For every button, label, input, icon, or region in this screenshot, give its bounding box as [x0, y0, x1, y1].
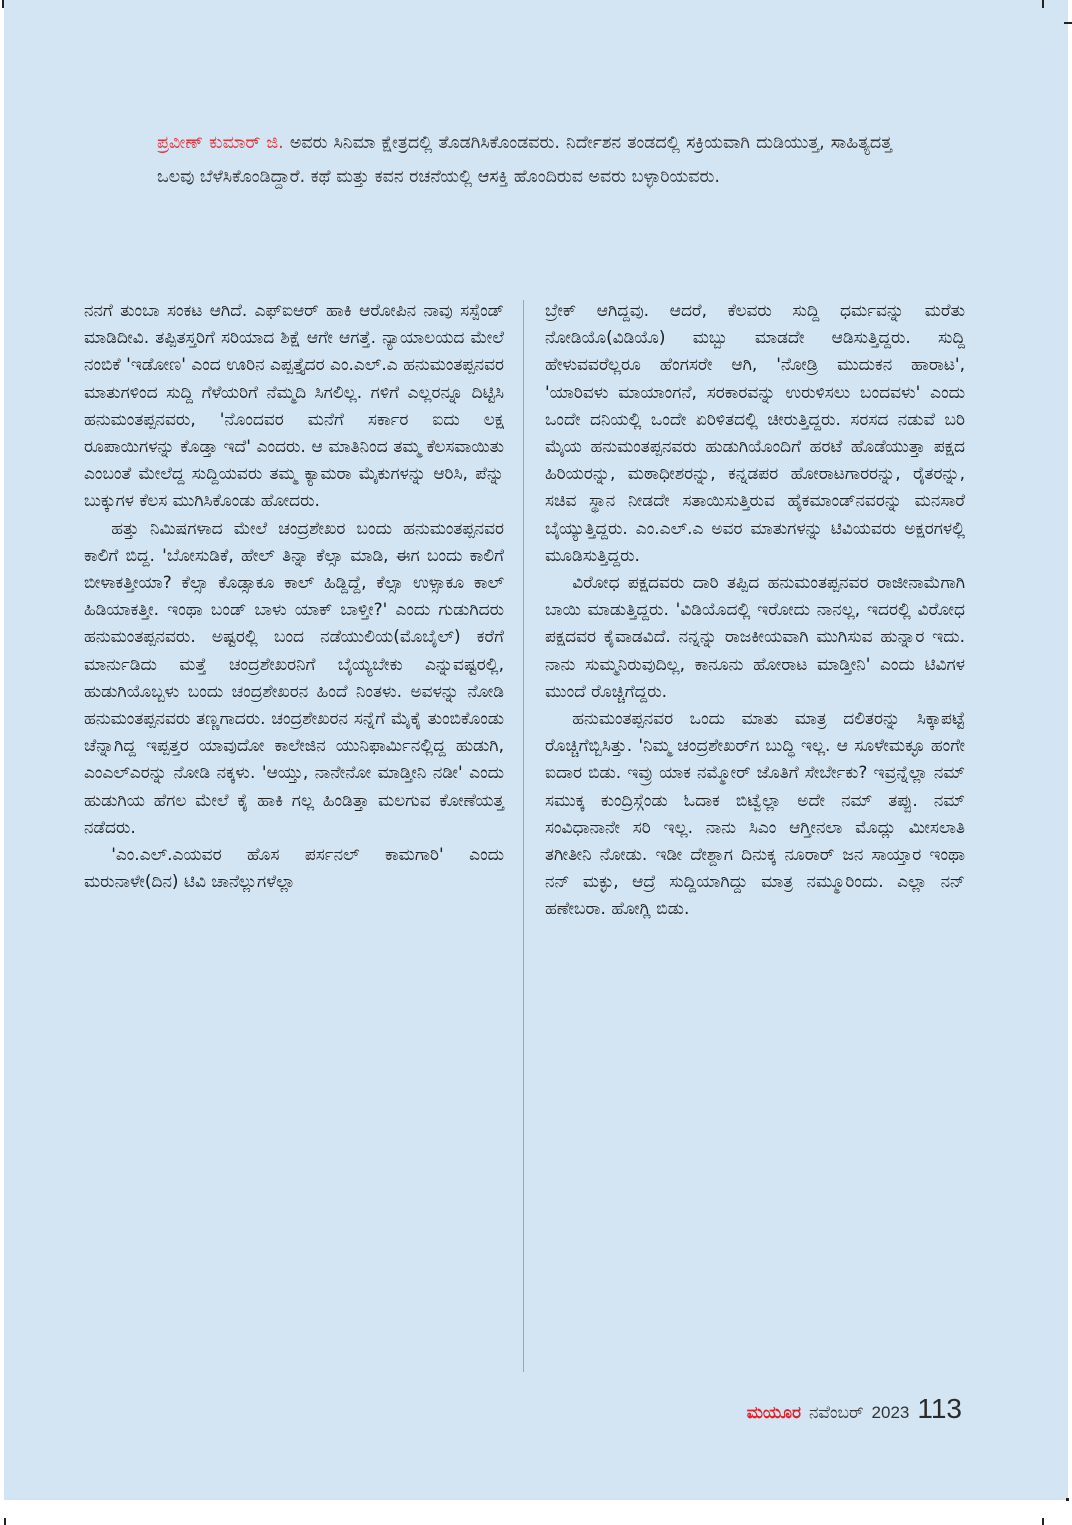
paragraph: ಹತ್ತು ನಿಮಿಷಗಳಾದ ಮೇಲೆ ಚಂದ್ರಶೇಖರ ಬಂದು ಹನುಮಂತಪ್ಪನವರ ಕಾಲಿಗೆ ಬಿದ್ದ. 'ಬೋಸುಡಿಕೆ, ಹೇಲ್ ತಿನ್ನಾ ಕೆಲ್ಸಾ ಮಾಡಿ, ಈಗ ಬಂದು ಕಾಲಿಗೆ ಬೀಳಾಕತ್ತೀಯಾ? ಕೆಲ್ಸಾ ಕೊಡ್ಸಾಕೂ ಕಾಲ್ ಹಿಡ್ದಿದ್ದೆ, ಕೆಲ್ಸಾ ಉಳ್ಸಾಕೂ ಕಾಲ್ ಹಿಡಿಯಾಕತ್ತೀ. ಇಂಥಾ ಬಂಡ್ ಬಾಳು ಯಾಕ್ ಬಾಳ್ತೀ?' ಎಂದು ಗುಡುಗಿದರು ಹನುಮಂತಪ್ಪನವರು. ಅಷ್ಟರಲ್ಲಿ ಬಂದ ನಡೆಯುಲಿಯ(ಮೊಬೈಲ್) ಕರೆಗೆ ಮಾರ್ನುಡಿದು ಮತ್ತೆ ಚಂದ್ರಶೇಖರನಿಗೆ ಬೈಯ್ಯಬೇಕು ಎನ್ನುವಷ್ಟರಲ್ಲಿ, ಹುಡುಗಿಯೊಬ್ಬಳು ಬಂದು ಚಂದ್ರಶೇಖರನ ಹಿಂದೆ ನಿಂತಳು. ಅವಳನ್ನು ನೋಡಿ ಹನುಮಂತಪ್ಪನವರು ತಣ್ಣಗಾದರು. ಚಂದ್ರಶೇಖರನ ಸನ್ನೆಗೆ ಮೈಕೈ ತುಂಬಿಕೊಂಡು ಚೆನ್ನಾಗಿದ್ದ ಇಪ್ಪತ್ತರ ಯಾವುದೋ ಕಾಲೇಜಿನ ಯುನಿಫಾರ್ಮಿನಲ್ಲಿದ್ದ ಹುಡುಗಿ, ಎಂಎಲ್‌ಎರನ್ನು ನೋಡಿ ನಕ್ಕಳು. 'ಆಯ್ತು, ನಾನೇನೋ ಮಾಡ್ತೀನಿ ನಡೀ' ಎಂದು ಹುಡುಗಿಯ ಹೆಗಲ ಮೇಲೆ ಕೈ ಹಾಕಿ ಗಲ್ಲ ಹಿಂಡಿತ್ತಾ ಮಲಗುವ ಕೋಣೆಯತ್ತ ನಡೆದರು. [84, 518, 504, 838]
column-divider [523, 300, 524, 1372]
page-number: 113 [917, 1393, 962, 1424]
crop-mark-right [1064, 22, 1072, 24]
issue-month: ನವೆಂಬರ್ [808, 1403, 864, 1423]
paragraph: ಹನುಮಂತಪ್ಪನವರ ಒಂದು ಮಾತು ಮಾತ್ರ ದಲಿತರನ್ನು ಸಿಕ್ಕಾಪಟ್ಟೆ ರೊಚ್ಚಿಗೆಬ್ಬಿಸಿತ್ತು. 'ನಿಮ್ಮ ಚಂದ್ರಶೇಖರ್‌ಗ ಬುದ್ಧಿ ಇಲ್ಲ. ಆ ಸೂಳೇಮಕ್ಳೂ ಹಂಗೇ ಐದಾರ ಬಿಡು. ಇವ್ರು ಯಾಕ ನಮ್ಮೋರ್ ಜೊತಿಗೆ ಸೇರ್ಬೇಕು? ಇವ್ರನ್ನೆಲ್ಲಾ ನಮ್ ಸಮುಕ್ಕ ಕುಂದ್ರಿಸ್ಗೆಂಡು ಓದಾಕ ಬಿಟ್ವೆಲ್ಲಾ ಅದೇ ನಮ್ ತಪ್ಪು. ನಮ್ ಸಂವಿಧಾನಾನೇ ಸರಿ ಇಲ್ಲ. ನಾನು ಸಿಎಂ ಆಗ್ತೀನಲಾ ಮೊದ್ಲು ಮೀಸಲಾತಿ ತಗೀತೀನಿ ನೋಡು. ಇಡೀ ದೇಶ್ದಾಗ ದಿನುಕ್ಕ ನೂರಾರ್ ಜನ ಸಾಯ್ತಾರ ಇಂಥಾ ನನ್ ಮಕ್ಳು, ಆದ್ರೆ ಸುದ್ದಿಯಾಗಿದ್ದು ಮಾತ್ರ ನಮ್ಮೂರಿಂದು. ಎಲ್ಲಾ ನನ್ ಹಣೇಬರಾ. ಹೋಗ್ಲಿ ಬಿಡು. [545, 709, 965, 920]
crop-mark-bottom-right-dot [1066, 1498, 1069, 1501]
magazine-logo: ಮಯೂರ [746, 1403, 801, 1423]
article-column-left [84, 298, 504, 896]
paragraph: ನನಗೆ ತುಂಬಾ ಸಂಕಟ ಆಗಿದೆ. ಎಫ್‌ಐಆರ್ ಹಾಕಿ ಆರೋಪಿನ ನಾವು ಸಸ್ಪೆಂಡ್ ಮಾಡಿದೀವಿ. ತಪ್ಪಿತಸ್ತರಿಗೆ ಸರಿಯಾದ ಶಿಕ್ಷೆ ಆಗೇ ಆಗತ್ತೆ. ನ್ಯಾಯಾಲಯದ ಮೇಲೆ ನಂಬಿಕೆ 'ಇಡೋಣ' ಎಂದ ಊರಿನ ಎಪ್ಪತ್ತೈದರ ಎಂ.ಎಲ್.ಎ ಹನುಮಂತಪ್ಪನವರ ಮಾತುಗಳಿಂದ ಸುದ್ದಿ ಗೆಳೆಯರಿಗೆ ನೆಮ್ಮದಿ ಸಿಗಲಿಲ್ಲ. ಗಳಿಗೆ ಎಲ್ಲರನ್ನೂ ದಿಟ್ಟಿಸಿ ಹನುಮಂತಪ್ಪನವರು, 'ನೊಂದವರ ಮನೆಗೆ ಸರ್ಕಾರ ಐದು ಲಕ್ಷ ರೂಪಾಯಿಗಳನ್ನು ಕೊಡ್ತಾ ಇದೆ' ಎಂದರು. ಆ ಮಾತಿನಿಂದ ತಮ್ಮ ಕೆಲಸವಾಯಿತು ಎಂಬಂತೆ ಮೇಲೆದ್ದ ಸುದ್ದಿಯವರು ತಮ್ಮ ಕ್ಯಾಮರಾ ಮೈಕುಗಳನ್ನು ಆರಿಸಿ, ಪೆನ್ನು ಬುಕ್ಕುಗಳ ಕೆಲಸ ಮುಗಿಸಿಕೊಂಡು ಹೋದರು. [84, 301, 504, 512]
author-bio-text: ಅವರು ಸಿನಿಮಾ ಕ್ಷೇತ್ರದಲ್ಲಿ ತೊಡಗಿಸಿಕೊಂಡವರು. ನಿರ್ದೇಶನ ತಂಡದಲ್ಲಿ ಸಕ್ರಿಯವಾಗಿ ದುಡಿಯುತ್ತ, ಸಾಹಿತ್ಯದತ್ತ ಒಲವು ಬೆಳೆಸಿಕೊಂಡಿದ್ದಾರೆ. ಕಥೆ ಮತ್ತು ಕವನ ರಚನೆಯಲ್ಲಿ ಆಸಕ್ತಿ ಹೊಂದಿರುವ ಅವರು ಬಳ್ಳಾರಿಯವರು. [157, 133, 892, 187]
paragraph: ವಿರೋಧ ಪಕ್ಷದವರು ದಾರಿ ತಪ್ಪಿದ ಹನುಮಂತಪ್ಪನವರ ರಾಜೀನಾಮೆಗಾಗಿ ಬಾಯಿ ಮಾಡುತ್ತಿದ್ದರು. 'ವಿಡಿಯೊದಲ್ಲಿ ಇರೋದು ನಾನಲ್ಲ, ಇದರಲ್ಲಿ ವಿರೋಧ ಪಕ್ಷದವರ ಕೈವಾಡವಿದೆ. ನನ್ನನ್ನು ರಾಜಕೀಯವಾಗಿ ಮುಗಿಸುವ ಹುನ್ನಾರ ಇದು. ನಾನು ಸುಮ್ಮನಿರುವುದಿಲ್ಲ, ಕಾನೂನು ಹೋರಾಟ ಮಾಡ್ತೀನಿ' ಎಂದು ಟಿವಿಗಳ ಮುಂದೆ ರೊಚ್ಚಿಗೆದ್ದರು. [545, 573, 965, 702]
paragraph: 'ಎಂ.ಎಲ್.ಎಯವರ ಹೊಸ ಪರ್ಸನಲ್ ಕಾಮಗಾರಿ' ಎಂದು ಮರುನಾಳೇ(ದಿನ) ಟಿವಿ ಚಾನೆಲ್ಲುಗಳೆಲ್ಲಾ [84, 845, 504, 893]
crop-mark-bottom-left [4, 1518, 6, 1525]
crop-mark-top-right [1042, 0, 1044, 8]
page-footer [747, 1393, 962, 1425]
paragraph: ಬ್ರೇಕ್ ಆಗಿದ್ದವು. ಆದರೆ, ಕೆಲವರು ಸುದ್ದಿ ಧರ್ಮವನ್ನು ಮರೆತು ನೋಡಿಯೊ(ವಿಡಿಯೊ) ಮಬ್ಬು ಮಾಡದೇ ಆಡಿಸುತ್ತಿದ್ದರು. ಸುದ್ದಿ ಹೇಳುವವರೆಲ್ಲರೂ ಹೆಂಗಸರೇ ಆಗಿ, 'ನೋಡ್ರಿ ಮುದುಕನ ಹಾರಾಟ', 'ಯಾರಿವಳು ಮಾಯಾಂಗನೆ, ಸರಕಾರವನ್ನು ಉರುಳಿಸಲು ಬಂದವಳು' ಎಂದು ಒಂದೇ ದನಿಯಲ್ಲಿ ಒಂದೇ ಏರಿಳಿತದಲ್ಲಿ ಚೀರುತ್ತಿದ್ದರು. ಸರಸದ ನಡುವೆ ಬರಿ ಮೈಯ ಹನುಮಂತಪ್ಪನವರು ಹುಡುಗಿಯೊಂದಿಗೆ ಹರಟೆ ಹೊಡೆಯುತ್ತಾ ಪಕ್ಷದ ಹಿರಿಯರನ್ನು, ಮಠಾಧೀಶರನ್ನು, ಕನ್ನಡಪರ ಹೋರಾಟಗಾರರನ್ನು, ರೈತರನ್ನು, ಸಚಿವ ಸ್ಥಾನ ನೀಡದೇ ಸತಾಯಿಸುತ್ತಿರುವ ಹೈಕಮಾಂಡ್‌ನವರನ್ನು ಮನಸಾರೆ ಬೈಯ್ಯುತ್ತಿದ್ದರು. ಎಂ.ಎಲ್.ಎ ಅವರ ಮಾತುಗಳನ್ನು ಟಿವಿಯವರು ಅಕ್ಷರಗಳಲ್ಲಿ ಮೂಡಿಸುತ್ತಿದ್ದರು. [545, 301, 965, 566]
article-column-right [545, 298, 965, 924]
author-bio [157, 126, 892, 194]
issue-year: 2023 [871, 1403, 910, 1422]
crop-mark-top-left [2, 0, 4, 8]
crop-mark-bottom-right [1042, 1518, 1044, 1525]
author-name: ಪ್ರವೀಣ್ ಕುಮಾರ್ ಜಿ. [157, 133, 284, 153]
